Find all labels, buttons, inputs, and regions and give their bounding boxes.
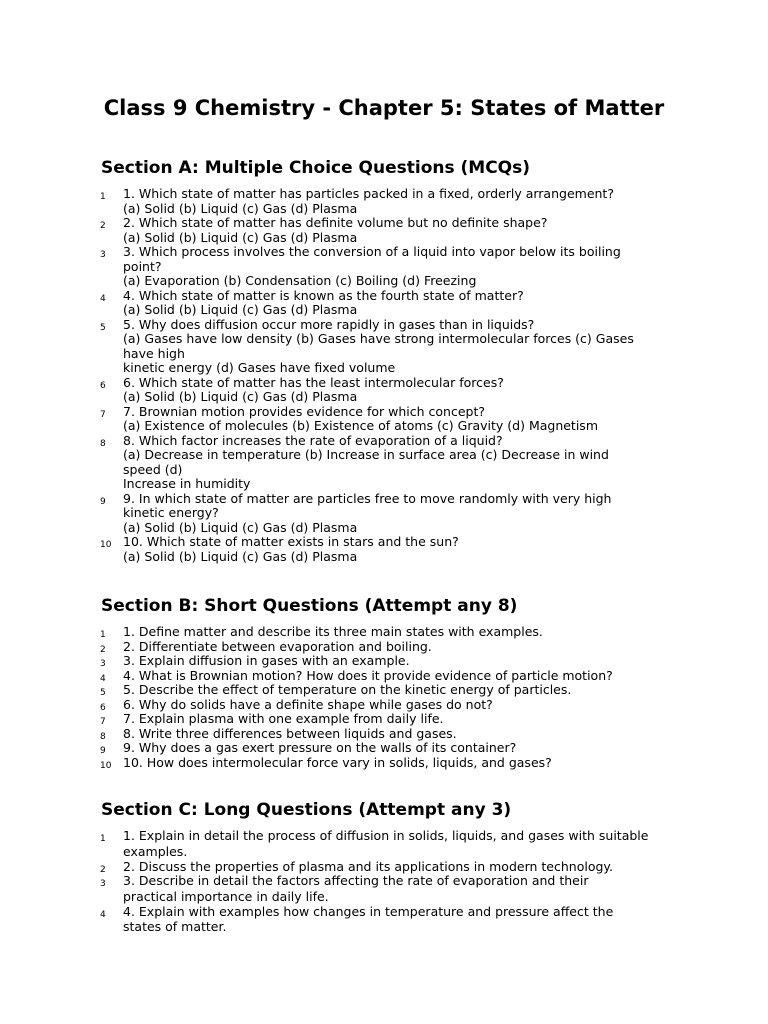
question-item <box>100 741 680 756</box>
question-number: 6 <box>100 380 106 391</box>
question-text: 7. Brownian motion provides evidence for which concept? <box>123 403 485 419</box>
question-number: 1 <box>100 192 106 202</box>
question-number: 10 <box>100 760 112 771</box>
question-text: 10. How does intermolecular force vary in solids, liquids, and gases? <box>123 754 552 770</box>
page-title: Class 9 Chemistry - Chapter 5: States of Matter <box>103 96 665 120</box>
question-number: 3 <box>100 659 106 669</box>
question-item <box>100 669 680 684</box>
question-line: kinetic energy? <box>123 505 219 520</box>
question-item <box>100 640 680 655</box>
section-c-heading: Section C: Long Questions (Attempt any 3) <box>101 800 512 820</box>
question-text: 8. Write three differences between liquids and gases. <box>123 725 457 741</box>
question-number: 1 <box>100 630 106 640</box>
question-item <box>100 434 680 492</box>
question-line: (a) Solid (b) Liquid (c) Gas (d) Plasma <box>123 519 358 535</box>
question-item <box>100 698 680 713</box>
question-number: 7 <box>100 717 106 727</box>
question-text: 2. Discuss the properties of plasma and its applications in modern technology. <box>123 858 613 874</box>
question-line: point? <box>123 258 162 274</box>
question-line: (a) Solid (b) Liquid (c) Gas (d) Plasma <box>123 200 358 216</box>
question-line: (a) Existence of molecules (b) Existence of atoms (c) Gravity (d) Magnetism <box>123 418 598 433</box>
question-line: kinetic energy (d) Gases have fixed volume <box>123 360 396 375</box>
question-item <box>100 492 680 536</box>
question-text: 3. Describe in detail the factors affecting the rate of evaporation and their <box>123 873 589 888</box>
question-number: 5 <box>100 322 106 333</box>
question-item <box>100 289 680 318</box>
question-number: 4 <box>100 293 106 304</box>
question-line: (a) Decrease in temperature (b) Increase in surface area (c) Decrease in wind <box>123 447 609 462</box>
question-line: Increase in humidity <box>123 476 251 491</box>
question-number: 1 <box>100 834 106 844</box>
question-number: 8 <box>100 731 106 742</box>
question-line: (a) Solid (b) Liquid (c) Gas (d) Plasma <box>123 389 358 404</box>
question-item <box>100 318 680 376</box>
question-text: 4. Which state of matter is known as the fourth state of matter? <box>123 287 524 303</box>
question-item <box>100 654 680 669</box>
question-text: 3. Which process involves the conversion of a liquid into vapor below its boiling <box>123 244 621 259</box>
question-text: 9. Why does a gas exert pressure on the walls of its container? <box>123 740 517 755</box>
section-a-heading: Section A: Multiple Choice Questions (MCQs) <box>101 158 531 178</box>
question-text: 4. Explain with examples how changes in temperature and pressure affect the <box>123 903 614 919</box>
question-item <box>100 756 680 771</box>
question-number: 4 <box>100 673 106 684</box>
question-text: 3. Explain diffusion in gases with an example. <box>123 653 410 668</box>
question-line: (a) Gases have low density (b) Gases have strong intermolecular forces (c) Gases <box>123 331 634 346</box>
question-text: 1. Explain in detail the process of diffusion in solids, liquids, and gases with suitable <box>123 828 649 843</box>
question-number: 3 <box>100 879 106 889</box>
section-c-list <box>100 829 680 935</box>
question-item <box>100 216 680 245</box>
question-text: 4. What is Brownian motion? How does it provide evidence of particle motion? <box>123 667 613 683</box>
question-line: (a) Evaporation (b) Condensation (c) Boiling (d) Freezing <box>123 273 477 288</box>
question-line: have high <box>123 345 185 361</box>
question-text: 2. Differentiate between evaporation and boiling. <box>123 638 432 654</box>
question-text: 1. Which state of matter has particles packed in a fixed, orderly arrangement? <box>123 186 614 201</box>
question-number: 6 <box>100 702 106 713</box>
question-number: 7 <box>100 409 106 420</box>
question-number: 2 <box>100 644 106 655</box>
question-line: states of matter. <box>123 919 227 934</box>
question-line: speed (d) <box>123 461 183 477</box>
question-line: practical importance in daily life. <box>123 888 329 904</box>
question-text: 9. In which state of matter are particles free to move randomly with very high <box>123 490 612 506</box>
question-item <box>100 905 680 936</box>
question-number: 2 <box>100 864 106 875</box>
question-item <box>100 625 680 640</box>
question-text: 6. Which state of matter has the least intermolecular forces? <box>123 374 504 390</box>
question-item <box>100 376 680 405</box>
question-text: 5. Describe the effect of temperature on the kinetic energy of particles. <box>123 682 572 697</box>
question-item <box>100 405 680 434</box>
question-line: (a) Solid (b) Liquid (c) Gas (d) Plasma <box>123 229 358 245</box>
question-line: (a) Solid (b) Liquid (c) Gas (d) Plasma <box>123 302 358 317</box>
question-line: examples. <box>123 843 188 859</box>
question-number: 3 <box>100 250 106 260</box>
section-b-list <box>100 625 680 770</box>
question-text: 7. Explain plasma with one example from daily life. <box>123 711 444 726</box>
question-item <box>100 712 680 727</box>
question-text: 10. Which state of matter exists in stars and the sun? <box>123 534 459 549</box>
question-text: 5. Why does diffusion occur more rapidly in gases than in liquids? <box>123 316 535 332</box>
question-line: (a) Solid (b) Liquid (c) Gas (d) Plasma <box>123 548 358 564</box>
question-number: 4 <box>100 909 106 920</box>
question-number: 10 <box>100 540 112 550</box>
question-text: 6. Why do solids have a definite shape while gases do not? <box>123 696 493 712</box>
question-item <box>100 535 680 564</box>
question-text: 8. Which factor increases the rate of evaporation of a liquid? <box>123 432 503 448</box>
question-number: 8 <box>100 438 106 449</box>
question-item <box>100 874 680 905</box>
section-b-heading: Section B: Short Questions (Attempt any 8) <box>101 596 518 616</box>
question-number: 5 <box>100 688 106 698</box>
question-item <box>100 245 680 289</box>
question-number: 2 <box>100 221 106 231</box>
question-number: 9 <box>100 496 106 507</box>
question-number: 9 <box>100 746 106 756</box>
question-text: 2. Which state of matter has definite volume but no definite shape? <box>123 215 548 230</box>
question-text: 1. Define matter and describe its three main states with examples. <box>123 624 543 639</box>
section-a-list <box>100 187 680 564</box>
question-item <box>100 829 680 860</box>
question-item <box>100 187 680 216</box>
question-item <box>100 860 680 875</box>
question-item <box>100 727 680 742</box>
question-item <box>100 683 680 698</box>
